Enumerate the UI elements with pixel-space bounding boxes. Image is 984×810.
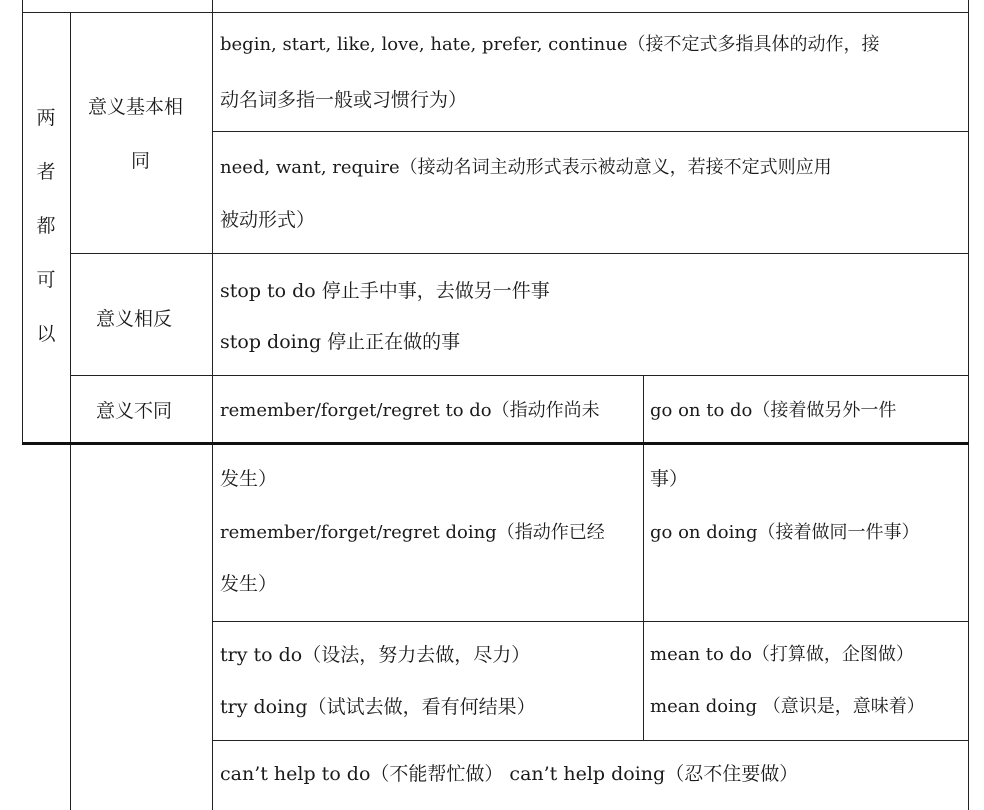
table-border-left (22, 0, 23, 444)
page-break-line (22, 442, 969, 445)
row-divider-pairs (212, 621, 969, 622)
go-on-line1: go on to do（接着做另外一件 (650, 400, 897, 421)
column-divider-content (212, 0, 213, 810)
go-on-line3: go on doing（接着做同一件事） (650, 522, 920, 543)
similar-entry-2-line2: 被动形式） (220, 209, 316, 231)
row-divider-cant-help (212, 740, 969, 741)
row-divider-top (22, 12, 969, 13)
table-border-right (968, 0, 969, 810)
remember-line4: 发生） (220, 573, 278, 595)
similar-entry-2-line1: need, want, require（接动名词主动形式表示被动意义，若接不定式则应用 (220, 157, 832, 178)
similar-entry-1-line1: begin, start, like, love, hate, prefer, continue（接不定式多指具体的动作，接 (220, 34, 880, 55)
remember-line3: remember/forget/regret doing（指动作已经 (220, 522, 605, 543)
column-divider-category (70, 12, 71, 810)
side-label-char: 两 (36, 107, 56, 129)
remember-line1: remember/forget/regret to do（指动作尚未 (220, 400, 600, 421)
try-line1: try to do（设法，努力去做，尽力） (220, 644, 531, 666)
cant-help-line: can’t help to do（不能帮忙做） can’t help doing（忍不住要做） (220, 763, 799, 785)
row-divider-similar-mid (212, 131, 969, 132)
remember-line2: 发生） (220, 468, 278, 490)
similar-entry-1-line2: 动名词多指一般或习惯行为） (220, 89, 468, 111)
row-divider-opposite-end (70, 375, 969, 376)
column-divider-pair-bottom (643, 444, 644, 741)
side-label-char: 都 (36, 215, 56, 237)
column-divider-pair-top (643, 375, 644, 444)
side-label-char: 者 (36, 161, 56, 183)
opposite-line2: stop doing 停止正在做的事 (220, 331, 461, 353)
category-similar-line2: 同 (131, 150, 151, 172)
go-on-line2: 事） (650, 468, 689, 490)
category-similar-line1: 意义基本相 (88, 96, 184, 118)
category-different: 意义不同 (96, 400, 173, 422)
opposite-line1: stop to do 停止手中事，去做另一件事 (220, 280, 550, 302)
side-label-char: 可 (36, 269, 56, 291)
category-opposite: 意义相反 (96, 308, 173, 330)
try-line2: try doing（试试去做，看有何结果） (220, 696, 536, 718)
side-label-char: 以 (36, 323, 56, 345)
mean-line1: mean to do（打算做，企图做） (650, 644, 914, 665)
row-divider-similar-end (70, 253, 969, 254)
mean-line2: mean doing （意识是，意味着） (650, 696, 925, 717)
